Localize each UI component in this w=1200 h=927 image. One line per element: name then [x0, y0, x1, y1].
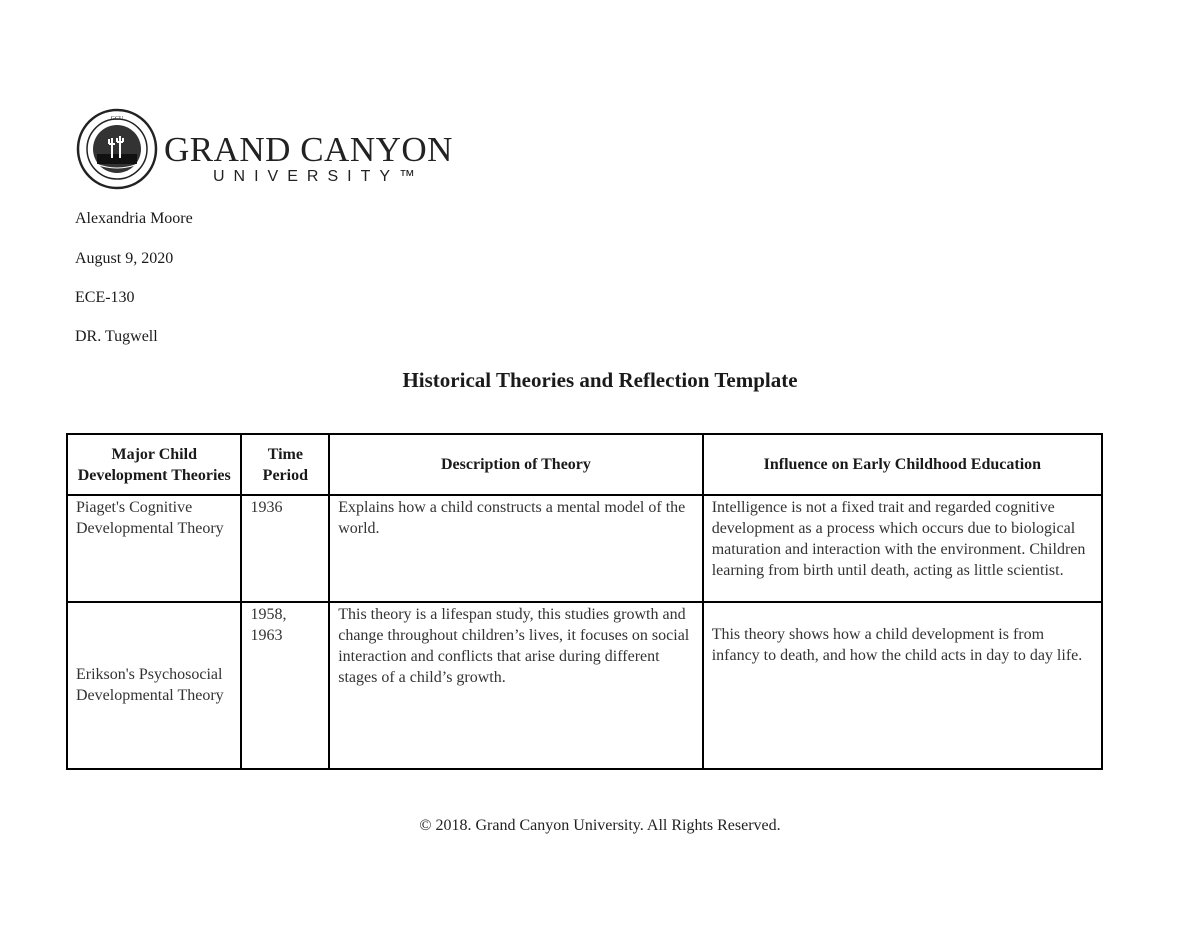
period-cell: 1958, 1963 [241, 602, 329, 769]
theory-cell: Piaget's Cognitive Developmental Theory [67, 495, 241, 602]
period-cell: 1936 [241, 495, 329, 602]
instructor-name: DR. Tugwell [75, 328, 158, 345]
column-header: Influence on Early Childhood Education [703, 434, 1102, 495]
column-header: Time Period [241, 434, 329, 495]
influence-cell: This theory shows how a child development is from infancy to death, and how the child acts in day to day life. [703, 602, 1102, 769]
column-header: Major Child Development Theories [67, 434, 241, 495]
theories-table [66, 433, 1103, 770]
theory-cell: Erikson's Psychosocial Developmental Theory [67, 602, 241, 769]
university-seal-icon [76, 108, 158, 190]
course-code: ECE-130 [75, 289, 135, 306]
logo-wordmark: GRAND CANYON [164, 130, 453, 169]
description-cell: This theory is a lifespan study, this studies growth and change throughout children’s lives, it focuses on social interaction and conflicts that arise during different stages of a child’s growth. [329, 602, 702, 769]
logo-subtitle: UNIVERSITY™ [213, 168, 425, 185]
table-row [67, 602, 1102, 769]
copyright-footer: © 2018. Grand Canyon University. All Rights Reserved. [419, 817, 781, 834]
svg-text:GCU: GCU [110, 116, 124, 122]
column-header: Description of Theory [329, 434, 702, 495]
university-logo [76, 108, 456, 192]
author-name: Alexandria Moore [75, 210, 193, 227]
description-cell: Explains how a child constructs a mental model of the world. [329, 495, 702, 602]
influence-cell: Intelligence is not a fixed trait and regarded cognitive development as a process which occurs due to biological maturation and interaction with the environment. Children learning from birth until death, acting as little scientist. [703, 495, 1102, 602]
submission-date: August 9, 2020 [75, 250, 174, 267]
table-header-row [67, 434, 1102, 495]
table-row [67, 495, 1102, 602]
document-title: Historical Theories and Reflection Template [402, 368, 798, 392]
